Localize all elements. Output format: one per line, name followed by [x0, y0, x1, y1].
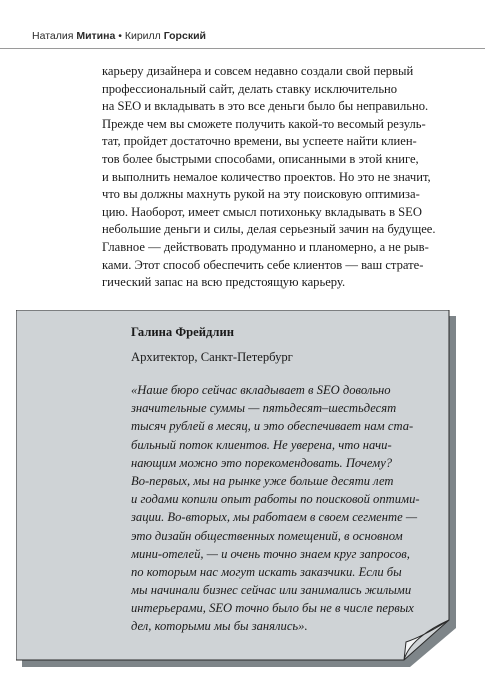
running-header	[32, 30, 206, 42]
quote-line: это дизайн общественных помещений, в основном	[131, 528, 403, 543]
body-line: что вы должны махнуть рукой на эту поисковую оптимиза-	[102, 187, 420, 202]
author2-first-name: Кирилл	[124, 30, 161, 42]
body-line: на SEO и вкладывать в это все деньги было бы неправильно.	[102, 99, 429, 114]
quote-line: бильный поток клиентов. Не уверена, что начи-	[131, 437, 392, 452]
quote-box	[16, 310, 456, 667]
body-line: небольшие деньги и силы, делая серьезный зачин на будущее.	[102, 222, 436, 237]
quote-line: значительные суммы — пятьдесят–шестьдесят	[131, 401, 397, 416]
quote-author-role: Архитектор, Санкт-Петербург	[131, 350, 293, 364]
body-line: тов более быстрыми способами, описанными в этой книге,	[102, 151, 419, 166]
quote-line: по которым нас могут искать заказчики. Если бы	[131, 564, 402, 579]
body-paragraph	[102, 63, 442, 292]
body-line: карьеру дизайнера и совсем недавно создали свой первый	[102, 64, 414, 78]
quote-line: интерьерами, SEO точно было бы не в числе первых	[131, 601, 414, 616]
quote-line: тысяч рублей в месяц, и это обеспечивает нам ста-	[131, 419, 414, 434]
quote-line: «Наше бюро сейчас вкладывает в SEO довольно	[131, 383, 391, 397]
header-rule	[0, 48, 485, 49]
body-line: Главное — действовать продуманно и планомерно, а не рыв-	[102, 239, 429, 254]
quote-line: нающим можно это порекомендовать. Почему?	[131, 455, 393, 470]
body-line: тат, пройдет достаточно времени, вы успеете найти клиен-	[102, 134, 417, 149]
author1-last-name: Митина	[76, 30, 116, 42]
quote-author-name: Галина Фрейдлин	[131, 325, 234, 339]
body-line: и выполнить немалое количество проектов. Но это не значит,	[102, 169, 431, 184]
body-line: профессиональный сайт, делать ставку исключительно	[102, 81, 398, 96]
quote-line: мини-отелей, — и очень точно знаем круг запросов,	[131, 546, 410, 561]
body-line: цию. Наоборот, имеет смысл потихоньку вкладывать в SEO	[102, 204, 422, 219]
body-line: Прежде чем вы сможете получить какой-то весомый резуль-	[102, 116, 426, 131]
quote-line: мы начинали бизнес сейчас или занимались жилыми	[131, 583, 412, 598]
quote-line: зации. Во-вторых, мы работаем в своем сегменте —	[131, 510, 418, 525]
header-separator: •	[118, 30, 122, 42]
quote-line: Во-первых, мы на рынке уже больше десяти лет	[131, 473, 394, 488]
body-line: гический запас на всю предстоящую карьеру.	[102, 275, 346, 290]
quote-text	[131, 381, 421, 636]
body-line: ками. Этот способ обеспечить себе клиентов — ваш страте-	[102, 257, 424, 272]
quote-line: дел, которыми мы бы занялись».	[131, 619, 308, 634]
quote-line: и годами копили опыт работы по поисковой оптими-	[131, 492, 420, 507]
author1-first-name: Наталия	[32, 30, 74, 42]
author2-last-name: Горский	[163, 30, 206, 42]
